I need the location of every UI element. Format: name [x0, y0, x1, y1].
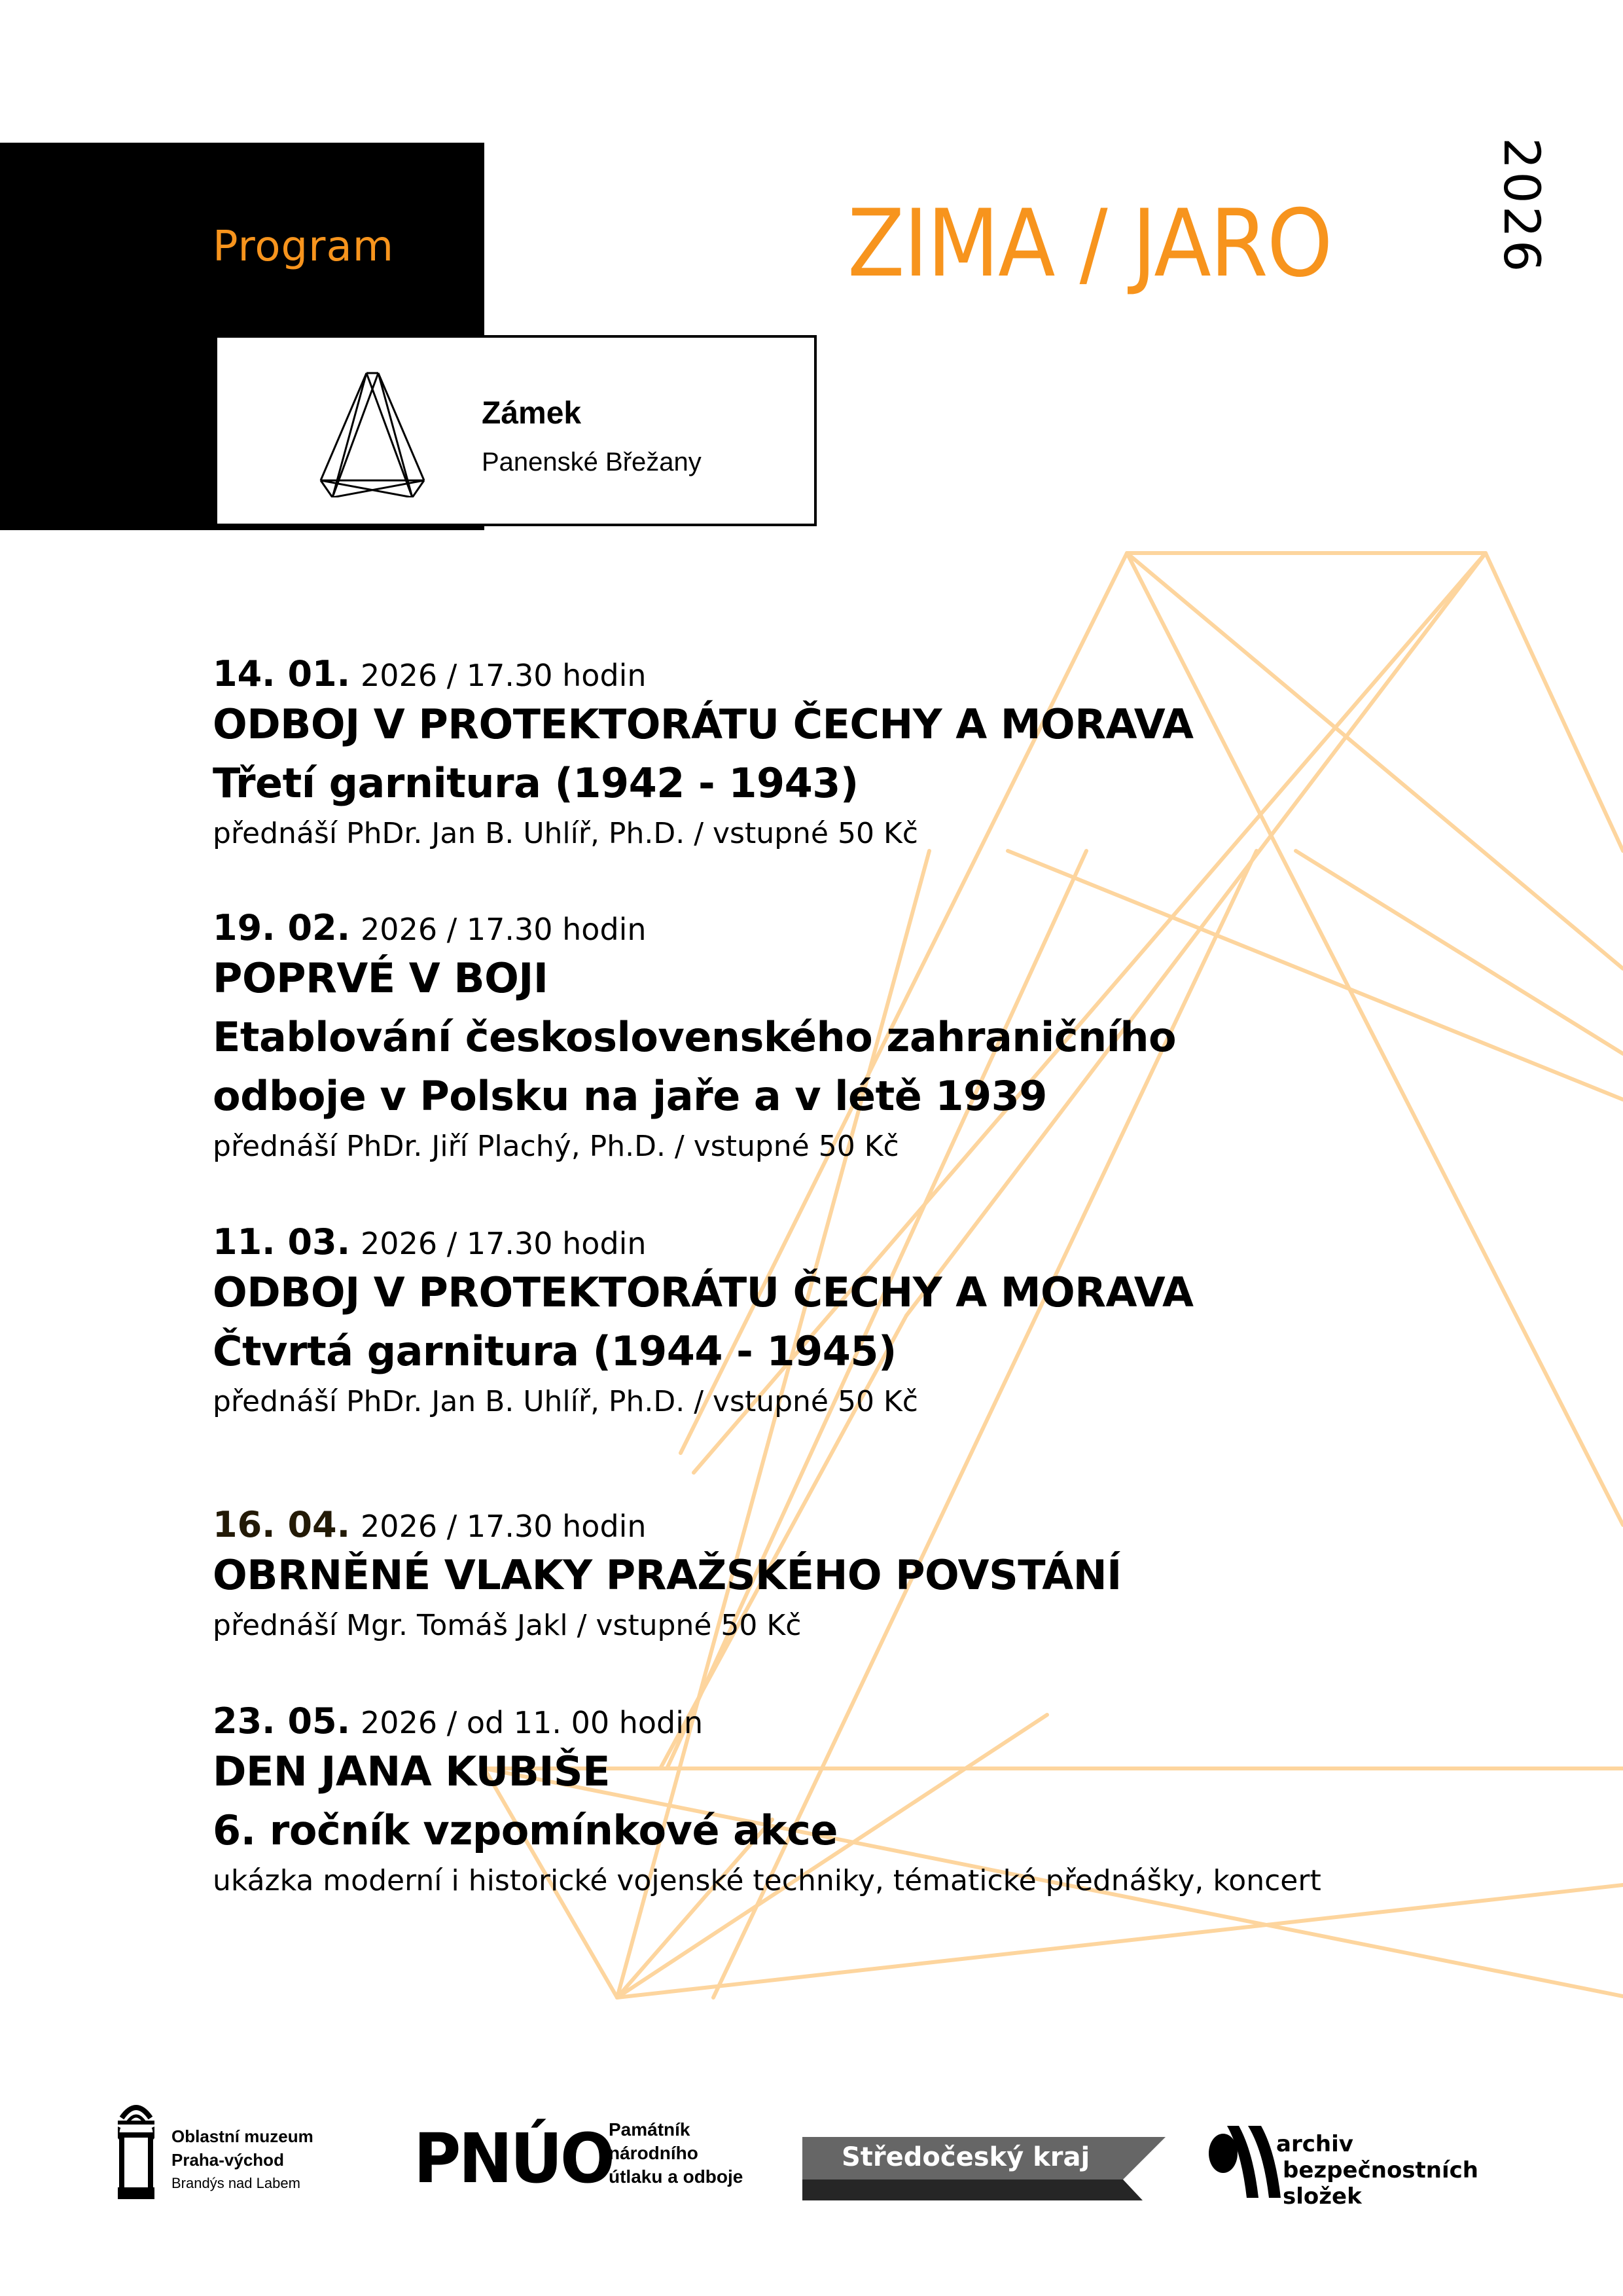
venue-name: Zámek [482, 396, 582, 431]
event-item [213, 1223, 1194, 1423]
event-date: 16. 04. [213, 1504, 351, 1545]
season-title: ZIMA / JARO [847, 190, 1332, 298]
partner-name-line: bezpečnostních [1283, 2157, 1479, 2183]
event-info: ukázka moderní i historické vojenské techniky, tématické přednášky, koncert [213, 1864, 1321, 1897]
partner-logos [0, 2081, 1623, 2238]
pnuo-logo-icon: PNÚO [414, 2119, 613, 2198]
partner-name-line: Praha-východ [171, 2150, 284, 2170]
event-time: 2026 / 17.30 hodin [361, 658, 647, 693]
event-time: 2026 / 17.30 hodin [361, 1509, 647, 1544]
partner-name-line: útlaku a odboje [609, 2166, 743, 2187]
event-date: 19. 02. [213, 907, 351, 948]
event-time: 2026 / 17.30 hodin [361, 912, 647, 947]
event-datetime [213, 1505, 1122, 1546]
event-datetime [213, 908, 1176, 949]
event-title: POPRVÉ V BOJI [213, 954, 548, 1002]
event-item [213, 1505, 1122, 1647]
season-year: 2026 [1493, 137, 1551, 275]
event-info: přednáší PhDr. Jiří Plachý, Ph.D. / vstupné 50 Kč [213, 1130, 899, 1163]
geometric-tower-logo-icon [314, 367, 432, 497]
event-info: přednáší PhDr. Jan B. Uhlíř, Ph.D. / vstupné 50 Kč [213, 817, 918, 850]
partner-stredocesky-kraj [802, 2137, 1166, 2200]
event-date: 14. 01. [213, 653, 351, 694]
partner-name-line: Památník [609, 2119, 690, 2140]
partner-name-line: archiv [1276, 2131, 1353, 2157]
partner-name-line: složek [1283, 2183, 1362, 2210]
partner-name-line: národního [609, 2143, 698, 2163]
event-date: 23. 05. [213, 1700, 351, 1742]
venue-location: Panenské Břežany [482, 448, 702, 476]
event-datetime [213, 1223, 1194, 1263]
event-subtitle: Etablování československého zahraničního [213, 1013, 1177, 1061]
event-item [213, 908, 1176, 1168]
event-subtitle: odboje v Polsku na jaře a v létě 1939 [213, 1072, 1047, 1120]
event-item [213, 1702, 1321, 1902]
venue-logo-box [215, 335, 817, 526]
event-datetime [213, 1702, 1321, 1742]
museum-portal-icon [118, 2101, 154, 2200]
event-title: DEN JANA KUBIŠE [213, 1748, 610, 1795]
event-item [213, 655, 1194, 855]
event-subtitle: Čtvrtá garnitura (1944 - 1945) [213, 1327, 897, 1375]
event-time: 2026 / 17.30 hodin [361, 1226, 647, 1261]
event-title: ODBOJ V PROTEKTORÁTU ČECHY A MORAVA [213, 700, 1194, 748]
partner-name-line: Oblastní muzeum [171, 2126, 313, 2146]
event-title: OBRNĚNÉ VLAKY PRAŽSKÉHO POVSTÁNÍ [213, 1551, 1122, 1599]
event-info: přednáší Mgr. Tomáš Jakl / vstupné 50 Kč [213, 1609, 802, 1642]
partner-name-line: Brandýs nad Labem [171, 2175, 300, 2191]
event-title: ODBOJ V PROTEKTORÁTU ČECHY A MORAVA [213, 1268, 1194, 1316]
partner-name-line: Středočeský kraj [842, 2142, 1090, 2172]
event-datetime [213, 655, 1194, 695]
event-date: 11. 03. [213, 1221, 351, 1263]
event-info: přednáší PhDr. Jan B. Uhlíř, Ph.D. / vstupné 50 Kč [213, 1385, 918, 1418]
program-label: Program [213, 223, 395, 271]
event-subtitle: 6. ročník vzpomínkové akce [213, 1806, 838, 1854]
event-subtitle: Třetí garnitura (1942 - 1943) [213, 759, 859, 807]
event-time: 2026 / od 11. 00 hodin [361, 1705, 704, 1740]
